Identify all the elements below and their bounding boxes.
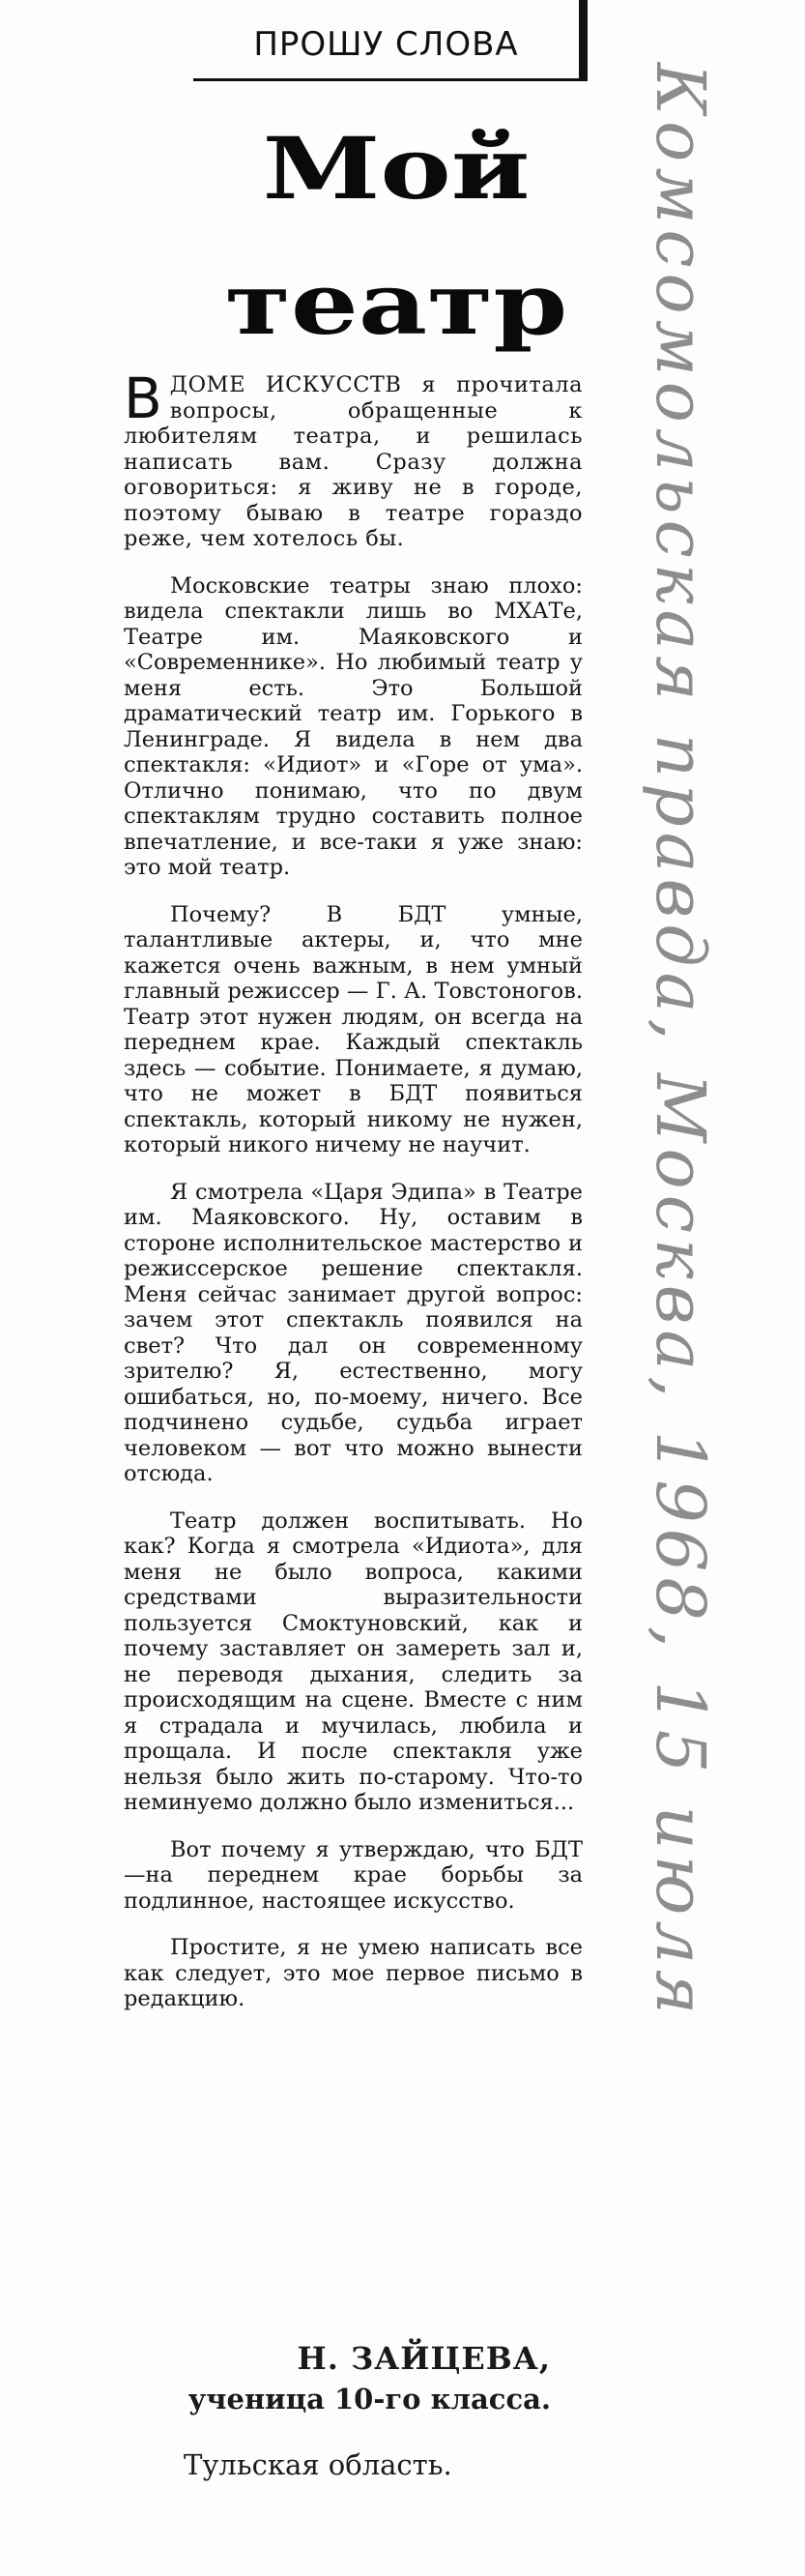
article-paragraph: Театр должен воспитывать. Но как? Когда я смотрела «Идиота», для меня не было вопроса, какими средствами выразительности пользуется Смоктуновский, как и почему заставляет он замереть зал и, не переводя дыхания, следить за происходящим на сцене. Вместе с ним я страдала и мучилась, любила и прощала. И после спектакля уже нельзя было жить по-старому. Что-то неминуемо должно было измениться... xyxy=(124,1508,583,1815)
article-title-line-2: театр xyxy=(224,253,568,354)
rubric-label: ПРОШУ СЛОВА xyxy=(253,24,519,64)
article-body xyxy=(124,366,583,2034)
signature-block xyxy=(145,2340,580,2481)
article-paragraph: Я смотрела «Царя Эдипа» в Театре им. Маяковского. Ну, оставим в стороне исполнительское мастерство и режиссерское решение спектакля. Меня сейчас занимает другой вопрос: зачем этот спектакль появился на свет? Что дал он современному зрителю? Я, естественно, могу ошибаться, но, по-моему, ничего. Все подчинено судьбе, судьба играет человеком — вот что можно вынести отсюда. xyxy=(124,1179,583,1486)
article-paragraph: Простите, я не умею написать все как следует, это мое первое письмо в редакцию. xyxy=(124,1935,583,2011)
author-name: Н. ЗАЙЦЕВА, xyxy=(297,2340,551,2377)
handwritten-source-note xyxy=(611,63,727,2152)
article-paragraph: ВДОМЕ ИСКУССТВ я прочитала вопросы, обращенные к любителям театра, и решилась написать вам. Сразу должна оговориться: я живу не в городе, поэтому бываю в театре гораздо реже, чем хотелось бы. xyxy=(124,366,583,551)
article-paragraph: Почему? В БДТ умные, талантливые актеры, и, что мне кажется очень важным, в нем умный главный режиссер — Г. А. Товстоногов. Театр этот нужен людям, он всегда на переднем крае. Каждый спектакль здесь — событие. Понимаете, я думаю, что не может в БДТ появиться спектакль, который никому не нужен, который никого ничему не научит. xyxy=(124,901,583,1157)
drop-cap: В xyxy=(124,366,162,431)
author-region: Тульская область. xyxy=(184,2448,452,2481)
rubric-header xyxy=(193,0,588,81)
author-role: ученица 10-го класса. xyxy=(187,2383,551,2415)
article-paragraph: Московские театры знаю плохо: видела спектакли лишь во МХАТе, Театре им. Маяковского и «Современнике». Но любимый театр у меня есть. Это Большой драматический театр им. Горького в Ленинграде. Я видела в нем два спектакля: «Идиот» и «Горе от ума». Отлично понимаю, что по двум спектаклям трудно составить полное впечатление, и все-таки я уже знаю: это мой театр. xyxy=(124,572,583,880)
handwritten-note-text: Комсомольская правда, Москва, 1968, 15 июля xyxy=(641,63,720,2021)
article-paragraph: Вот почему я утверждаю, что БДТ—на переднем крае борьбы за подлинное, настоящее искусство. xyxy=(124,1836,583,1914)
article-title-line-1: Мой xyxy=(262,118,531,219)
